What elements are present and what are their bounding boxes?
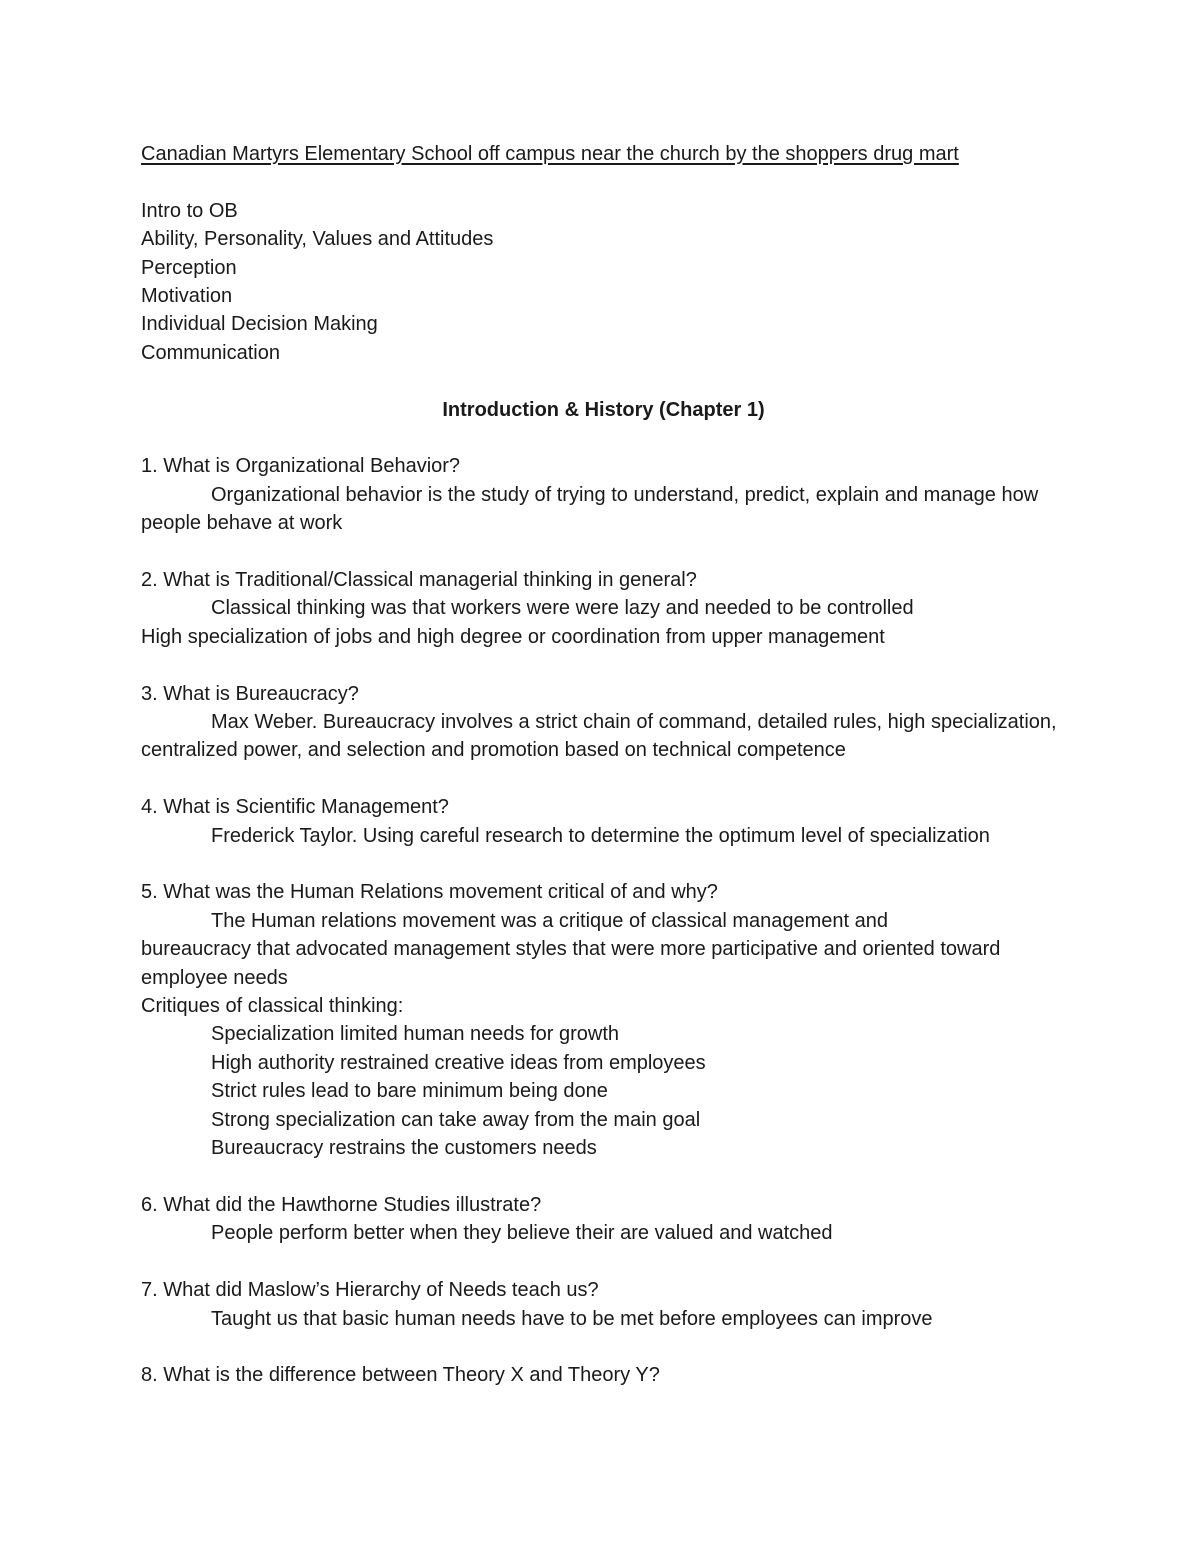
question-text: 8. What is the difference between Theory X and Theory Y? [141, 1364, 660, 1387]
answer-text: Classical thinking was that workers were were lazy and needed to be controlled [211, 597, 914, 620]
topic-list [141, 197, 1066, 367]
topic-item: Motivation [141, 285, 233, 308]
question-1 [141, 452, 1066, 537]
question-5 [141, 878, 1066, 1162]
topic-item: Perception [141, 256, 237, 279]
question-3 [141, 680, 1066, 765]
spacer [141, 367, 1066, 395]
critiques-list [141, 1020, 1066, 1162]
critique-item: Strict rules lead to bare minimum being done [211, 1080, 608, 1103]
answer-text: Organizational behavior is the study of trying to understand, predict, explain and manage how people behave at work [141, 483, 1039, 535]
spacer [141, 538, 1066, 566]
spacer [141, 424, 1066, 452]
critique-item: High authority restrained creative ideas from employees [211, 1051, 706, 1074]
question-text: 5. What was the Human Relations movement critical of and why? [141, 881, 718, 904]
spacer [141, 651, 1066, 679]
question-8 [141, 1361, 1066, 1389]
question-7 [141, 1276, 1066, 1333]
document-header: Canadian Martyrs Elementary School off campus near the church by the shoppers drug mart [141, 143, 959, 165]
question-6 [141, 1191, 1066, 1248]
document-page [141, 140, 1066, 1390]
question-text: 7. What did Maslow’s Hierarchy of Needs teach us? [141, 1279, 599, 1302]
spacer [141, 1333, 1066, 1361]
answer-text: People perform better when they believe their are valued and watched [211, 1222, 833, 1245]
answer-text: Frederick Taylor. Using careful research to determine the optimum level of specialization [211, 824, 990, 847]
spacer [141, 850, 1066, 878]
question-text: 6. What did the Hawthorne Studies illustrate? [141, 1193, 542, 1216]
critiques-label: Critiques of classical thinking: [141, 995, 404, 1018]
answer-text: The Human relations movement was a critique of classical management and bureaucracy that advocated management styles that were more participative and oriented toward employee needs [141, 909, 1001, 989]
answer-text: High specialization of jobs and high degree or coordination from upper management [141, 625, 885, 648]
answer-text: Max Weber. Bureaucracy involves a strict chain of command, detailed rules, high specialization, centralized power, and selection and promotion based on technical competence [141, 711, 1057, 762]
answer-text: Taught us that basic human needs have to be met before employees can improve [211, 1307, 933, 1330]
section-heading: Introduction & History (Chapter 1) [442, 398, 765, 421]
topic-item: Intro to OB [141, 199, 238, 222]
topic-item: Communication [141, 341, 280, 364]
spacer [141, 1163, 1066, 1191]
question-text: 4. What is Scientific Management? [141, 796, 449, 819]
critique-item: Specialization limited human needs for growth [211, 1023, 619, 1046]
question-text: 3. What is Bureaucracy? [141, 682, 359, 705]
spacer [141, 168, 1066, 196]
topic-item: Individual Decision Making [141, 313, 378, 336]
question-4 [141, 793, 1066, 850]
topic-item: Ability, Personality, Values and Attitudes [141, 228, 494, 251]
question-text: 2. What is Traditional/Classical managerial thinking in general? [141, 569, 697, 592]
spacer [141, 1248, 1066, 1276]
question-text: 1. What is Organizational Behavior? [141, 455, 461, 478]
spacer [141, 765, 1066, 793]
question-2 [141, 566, 1066, 651]
critique-item: Strong specialization can take away from the main goal [211, 1108, 701, 1131]
critique-item: Bureaucracy restrains the customers needs [211, 1137, 597, 1160]
